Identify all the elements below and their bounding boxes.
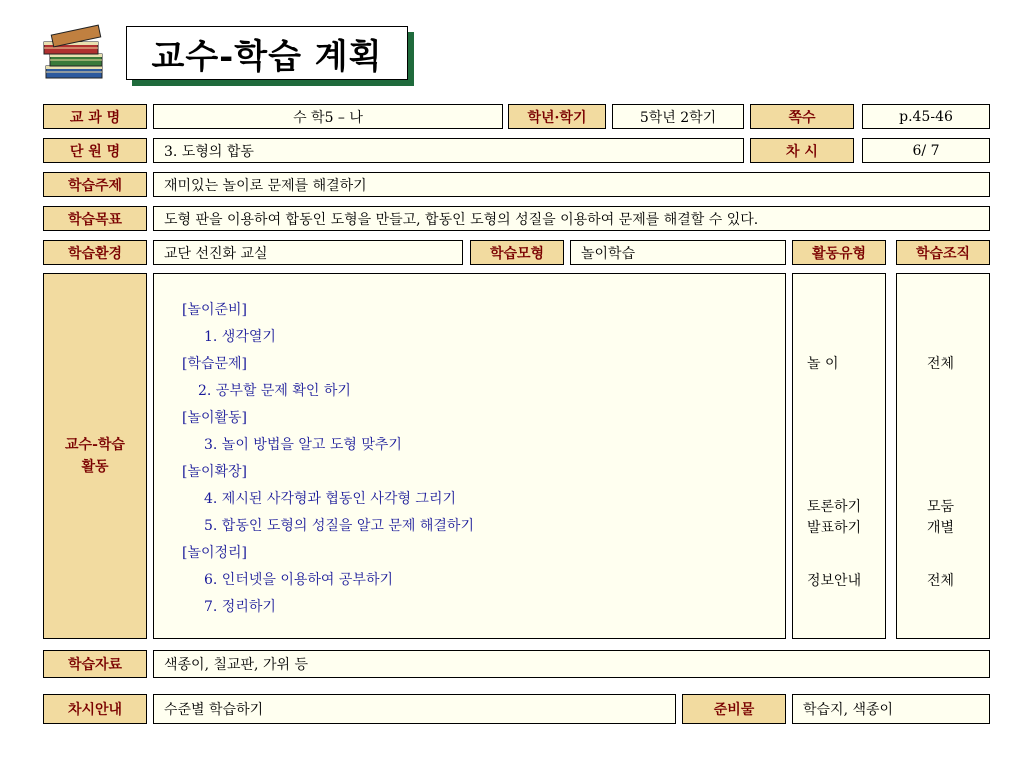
- unit-label: 단 원 명: [43, 138, 147, 163]
- activity-type-item: 발표하기: [807, 520, 862, 536]
- subject-label: 교 과 명: [43, 104, 147, 129]
- activity-line: 6. 인터넷을 이용하여 공부하기: [204, 572, 393, 588]
- session-value: 6/ 7: [862, 138, 990, 163]
- prep-label: 준비물: [682, 694, 786, 724]
- page-label: 쪽수: [750, 104, 854, 129]
- next-session-value: 수준별 학습하기: [153, 694, 676, 724]
- activity-type-item: 놀 이: [807, 356, 839, 372]
- activity-type-column: [792, 273, 886, 639]
- activity-line: 5. 합동인 도형의 성질을 알고 문제 해결하기: [204, 518, 474, 534]
- model-label: 학습모형: [470, 240, 564, 265]
- model-value: 놀이학습: [570, 240, 786, 265]
- page-title: 교수-학습 계획: [126, 26, 408, 80]
- goal-label: 학습목표: [43, 206, 147, 231]
- env-value: 교단 선진화 교실: [153, 240, 463, 265]
- learning-org-item: 개별: [927, 520, 955, 536]
- next-session-label: 차시안내: [43, 694, 147, 724]
- books-icon: [40, 22, 112, 84]
- activity-line: 3. 놀이 방법을 알고 도형 맞추기: [204, 437, 402, 453]
- grade-label: 학년·학기: [508, 104, 606, 129]
- unit-value: 3. 도형의 합동: [153, 138, 744, 163]
- learning-org-item: 전체: [927, 573, 955, 589]
- grade-value: 5학년 2학기: [612, 104, 744, 129]
- subject-value: 수 학5 – 나: [153, 104, 503, 129]
- activity-label-line2: 활동: [81, 459, 109, 475]
- materials-value: 색종이, 칠교판, 가위 등: [153, 650, 990, 678]
- activity-line: [놀이준비]: [182, 302, 248, 318]
- activity-line: [놀이정리]: [182, 545, 248, 561]
- activity-type-item: 토론하기: [807, 499, 862, 515]
- topic-label: 학습주제: [43, 172, 147, 197]
- learning-org-label: 학습조직: [896, 240, 990, 265]
- activity-line: 4. 제시된 사각형과 협동인 사각형 그리기: [204, 491, 456, 507]
- env-label: 학습환경: [43, 240, 147, 265]
- activity-line: 1. 생각열기: [204, 329, 276, 345]
- activity-label-line1: 교수-학습: [65, 437, 125, 453]
- materials-label: 학습자료: [43, 650, 147, 678]
- activity-line: [놀이확장]: [182, 464, 248, 480]
- activity-line: [놀이활동]: [182, 410, 248, 426]
- learning-org-item: 모둠: [927, 499, 955, 515]
- learning-org-column: [896, 273, 990, 639]
- activity-label: [43, 273, 147, 639]
- activity-type-label: 활동유형: [792, 240, 886, 265]
- prep-value: 학습지, 색종이: [792, 694, 990, 724]
- topic-value: 재미있는 놀이로 문제를 해결하기: [153, 172, 990, 197]
- session-label: 차 시: [750, 138, 854, 163]
- activity-type-item: 정보안내: [807, 573, 862, 589]
- activity-content: [153, 273, 786, 639]
- learning-org-item: 전체: [927, 356, 955, 372]
- page-value: p.45-46: [862, 104, 990, 129]
- activity-line: [학습문제]: [182, 356, 248, 372]
- goal-value: 도형 판을 이용하여 합동인 도형을 만들고, 합동인 도형의 성질을 이용하여 문제를 해결할 수 있다.: [153, 206, 990, 231]
- activity-line: 7. 정리하기: [204, 599, 276, 615]
- activity-line: 2. 공부할 문제 확인 하기: [198, 383, 351, 399]
